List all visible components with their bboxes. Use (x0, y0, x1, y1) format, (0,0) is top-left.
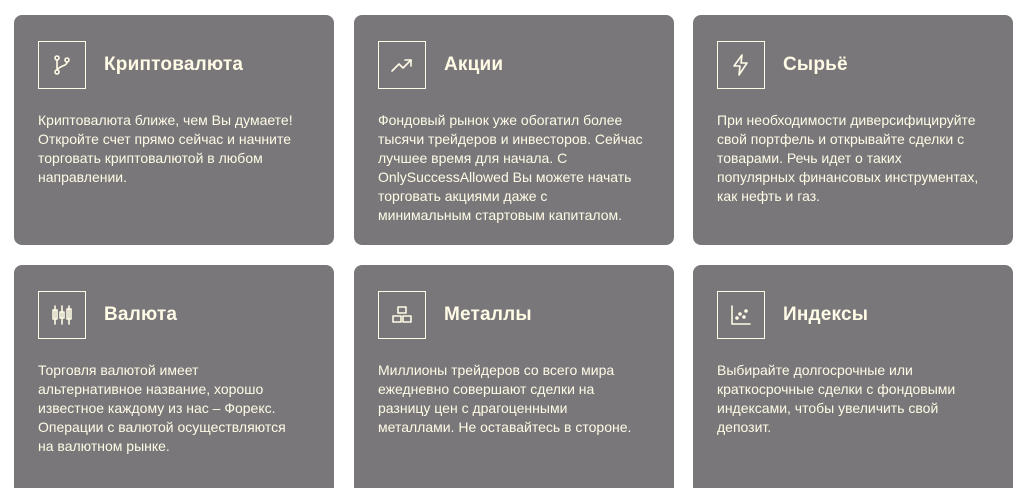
lightning-icon (717, 41, 765, 89)
card-description: Миллионы трейдеров со всего мира ежедневно совершают сделки на разницу цен с драгоценными металлами. Не оставайтесь в стороне. (378, 362, 632, 435)
card-description: Фондовый рынок уже обогатил более тысячи трейдеров и инвесторов. Сейчас лучшее время для начала. С OnlySuccessAllowed Вы можете начать торговать акциями даже с минимальным стартовым капиталом. (378, 112, 643, 223)
git-branch-icon (38, 41, 86, 89)
card-crypto (14, 15, 334, 245)
card-title: Металлы (444, 304, 532, 325)
scatter-plot-icon (717, 291, 765, 339)
card-description: Выбирайте долгосрочные или краткосрочные сделки с фондовыми индексами, чтобы увеличить свой депозит. (717, 362, 956, 435)
card-title: Индексы (783, 304, 869, 325)
card-description: Торговля валютой имеет альтернативное название, хорошо известное каждому из нас – Форекс. Операции с валютой осуществляются на валютном рынке. (38, 362, 286, 454)
card-currency (14, 265, 334, 488)
card-header (717, 289, 989, 341)
card-header (38, 39, 310, 91)
card-indices (693, 265, 1013, 488)
trending-up-icon (378, 41, 426, 89)
card-title: Акции (444, 54, 504, 75)
card-description: При необходимости диверсифицируйте свой портфель и открывайте сделки с товарами. Речь идет о таких популярных финансовых инструментах, как нефть и газ. (717, 112, 979, 204)
card-description: Криптовалюта ближе, чем Вы думаете! Откройте счет прямо сейчас и начните торговать криптовалютой в любом направлении. (38, 112, 293, 185)
candlestick-icon (38, 291, 86, 339)
card-metals (354, 265, 674, 488)
gold-bars-icon (378, 291, 426, 339)
card-header (717, 39, 989, 91)
card-commodities (693, 15, 1013, 245)
card-header (378, 289, 650, 341)
card-title: Валюта (104, 304, 178, 325)
card-title: Сырьё (783, 54, 848, 75)
card-header (38, 289, 310, 341)
card-stocks (354, 15, 674, 245)
card-title: Криптовалюта (104, 54, 244, 75)
card-header (378, 39, 650, 91)
